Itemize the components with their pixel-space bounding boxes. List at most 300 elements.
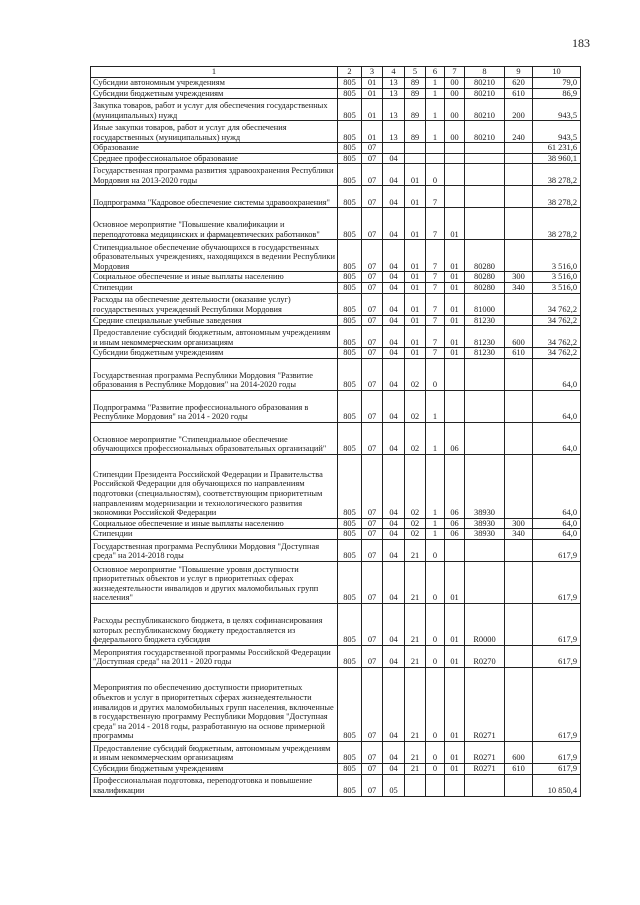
code-rz-cell: 07 [362,390,383,422]
code-subprogram-cell: 7 [426,186,445,208]
code-program-cell: 89 [405,99,426,121]
row-name: Профессиональная подготовка, переподготовка и повышение квалификации [91,774,338,796]
amount-cell: 617,9 [533,667,581,741]
code-vr-cell [505,153,533,164]
code-rz-cell: 01 [362,99,383,121]
code-pr-cell: 13 [383,78,405,89]
code-subprogram-cell: 7 [426,315,445,326]
table-row [91,390,581,422]
amount-cell: 38 278,2 [533,164,581,186]
code-gr-cell: 805 [338,358,362,390]
code-pr-cell: 04 [383,208,405,240]
code-rz-cell: 07 [362,143,383,154]
code-pr-cell: 04 [383,293,405,315]
code-direction-cell: 80210 [465,121,505,143]
code-program-cell: 21 [405,763,426,774]
column-header-8: 8 [465,67,505,78]
code-rz-cell: 07 [362,358,383,390]
code-gr-cell: 805 [338,645,362,667]
code-program-cell [405,153,426,164]
code-rz-cell: 07 [362,539,383,561]
table-row [91,348,581,359]
code-program-cell: 01 [405,348,426,359]
code-event-cell: 01 [445,667,465,741]
code-vr-cell [505,315,533,326]
code-direction-cell: 81230 [465,348,505,359]
code-subprogram-cell: 1 [426,518,445,529]
code-direction-cell: 38930 [465,529,505,540]
code-event-cell [445,539,465,561]
code-vr-cell: 200 [505,99,533,121]
code-event-cell: 01 [445,315,465,326]
code-rz-cell: 07 [362,293,383,315]
code-event-cell: 01 [445,282,465,293]
code-event-cell: 01 [445,240,465,272]
row-name: Социальное обеспечение и иные выплаты населению [91,272,338,283]
row-name: Мероприятия по обеспечению доступности приоритетных объектов и услуг в приоритетных сферах жизнедеятельности инвалидов и других маломобильных групп населения, включенные в государственную программу Республики Мордовия "Доступная среда" на 2014 - 2018 годы, разработанную на основе примерной программы [91,667,338,741]
code-subprogram-cell: 7 [426,293,445,315]
table-row [91,78,581,89]
code-event-cell [445,358,465,390]
code-gr-cell: 805 [338,741,362,763]
column-header-6: 6 [426,67,445,78]
row-name: Расходы на обеспечение деятельности (оказание услуг) государственных учреждений Республики Мордовия [91,293,338,315]
code-vr-cell: 340 [505,282,533,293]
code-vr-cell: 620 [505,78,533,89]
code-gr-cell: 805 [338,774,362,796]
code-direction-cell: 80210 [465,78,505,89]
code-subprogram-cell: 1 [426,88,445,99]
row-name: Предоставление субсидий бюджетным, автономным учреждениям и иным некоммерческим организациям [91,326,338,348]
code-vr-cell [505,539,533,561]
code-gr-cell: 805 [338,529,362,540]
code-subprogram-cell: 1 [426,529,445,540]
code-gr-cell: 805 [338,143,362,154]
code-program-cell: 89 [405,88,426,99]
row-name: Социальное обеспечение и иные выплаты населению [91,518,338,529]
code-program-cell: 02 [405,454,426,518]
code-pr-cell: 04 [383,603,405,645]
code-subprogram-cell: 0 [426,561,445,603]
code-pr-cell: 13 [383,99,405,121]
row-name: Субсидии автономным учреждениям [91,78,338,89]
code-gr-cell: 805 [338,153,362,164]
code-event-cell: 01 [445,603,465,645]
code-gr-cell: 805 [338,326,362,348]
code-direction-cell [465,561,505,603]
code-vr-cell [505,561,533,603]
table-body [91,67,581,797]
code-pr-cell: 04 [383,529,405,540]
column-header-10: 10 [533,67,581,78]
code-event-cell: 01 [445,272,465,283]
code-subprogram-cell: 7 [426,282,445,293]
code-subprogram-cell: 0 [426,741,445,763]
code-vr-cell [505,390,533,422]
amount-cell: 64,0 [533,358,581,390]
amount-cell: 34 762,2 [533,293,581,315]
code-rz-cell: 07 [362,282,383,293]
amount-cell: 34 762,2 [533,315,581,326]
code-gr-cell: 805 [338,88,362,99]
code-gr-cell: 805 [338,272,362,283]
amount-cell: 34 762,2 [533,348,581,359]
code-subprogram-cell: 1 [426,99,445,121]
code-direction-cell [465,390,505,422]
amount-cell: 64,0 [533,454,581,518]
code-gr-cell: 805 [338,390,362,422]
code-vr-cell [505,667,533,741]
code-direction-cell [465,774,505,796]
row-name: Стипендии [91,529,338,540]
code-direction-cell [465,143,505,154]
code-pr-cell: 04 [383,272,405,283]
code-event-cell: 01 [445,293,465,315]
code-vr-cell: 300 [505,272,533,283]
amount-cell: 617,9 [533,645,581,667]
row-name: Основное мероприятие "Повышение квалификации и переподготовка медицинских и фармацевтических работников" [91,208,338,240]
code-program-cell: 01 [405,282,426,293]
code-event-cell [445,186,465,208]
code-rz-cell: 07 [362,645,383,667]
code-event-cell: 01 [445,561,465,603]
code-subprogram-cell: 0 [426,603,445,645]
code-rz-cell: 01 [362,88,383,99]
row-name: Стипендиальное обеспечение обучающихся в государственных образовательных учреждениях, находящихся в ведении Республики Мордовия [91,240,338,272]
code-program-cell: 01 [405,293,426,315]
code-direction-cell: R0271 [465,667,505,741]
amount-cell: 38 278,2 [533,186,581,208]
table-row [91,315,581,326]
code-vr-cell [505,240,533,272]
code-rz-cell: 07 [362,208,383,240]
amount-cell: 38 960,1 [533,153,581,164]
code-vr-cell [505,164,533,186]
code-program-cell: 02 [405,529,426,540]
code-vr-cell [505,645,533,667]
row-name: Средние специальные учебные заведения [91,315,338,326]
code-subprogram-cell: 0 [426,645,445,667]
code-gr-cell: 805 [338,78,362,89]
code-gr-cell: 805 [338,763,362,774]
code-direction-cell: R0271 [465,741,505,763]
code-pr-cell: 04 [383,667,405,741]
code-event-cell [445,774,465,796]
column-header-9: 9 [505,67,533,78]
code-subprogram-cell [426,153,445,164]
amount-cell: 943,5 [533,121,581,143]
table-row [91,741,581,763]
code-rz-cell: 07 [362,518,383,529]
code-event-cell: 00 [445,99,465,121]
code-event-cell: 06 [445,454,465,518]
code-direction-cell [465,164,505,186]
code-subprogram-cell [426,143,445,154]
code-pr-cell: 04 [383,390,405,422]
code-rz-cell: 07 [362,763,383,774]
code-direction-cell: 81230 [465,326,505,348]
code-vr-cell: 340 [505,529,533,540]
code-gr-cell: 805 [338,518,362,529]
row-name: Государственная программа Республики Мордовия "Развитие образования в Республике Мордовия" на 2014-2020 годы [91,358,338,390]
code-program-cell: 01 [405,208,426,240]
code-gr-cell: 805 [338,422,362,454]
code-event-cell: 01 [445,208,465,240]
code-rz-cell: 07 [362,186,383,208]
code-event-cell: 01 [445,763,465,774]
code-program-cell: 21 [405,561,426,603]
code-event-cell: 06 [445,529,465,540]
column-header-2: 2 [338,67,362,78]
code-event-cell [445,164,465,186]
code-vr-cell: 610 [505,88,533,99]
code-vr-cell [505,774,533,796]
table-row [91,186,581,208]
code-event-cell: 00 [445,78,465,89]
code-vr-cell: 600 [505,741,533,763]
row-name: Субсидии бюджетным учреждениям [91,348,338,359]
table-row [91,282,581,293]
code-gr-cell: 805 [338,186,362,208]
code-direction-cell: R0271 [465,763,505,774]
row-name: Среднее профессиональное образование [91,153,338,164]
amount-cell: 64,0 [533,518,581,529]
code-program-cell: 89 [405,121,426,143]
code-gr-cell: 805 [338,315,362,326]
table-row [91,121,581,143]
code-program-cell: 21 [405,603,426,645]
code-subprogram-cell: 7 [426,272,445,283]
column-header-1: 1 [91,67,338,78]
code-direction-cell [465,422,505,454]
code-rz-cell: 07 [362,561,383,603]
code-gr-cell: 805 [338,99,362,121]
code-subprogram-cell: 1 [426,454,445,518]
code-vr-cell: 300 [505,518,533,529]
amount-cell: 617,9 [533,741,581,763]
code-direction-cell: R0270 [465,645,505,667]
row-name: Подпрограмма "Кадровое обеспечение системы здравоохранения" [91,186,338,208]
code-gr-cell: 805 [338,454,362,518]
code-pr-cell: 04 [383,282,405,293]
row-name: Государственная программа Республики Мордовия "Доступная среда" на 2014-2018 годы [91,539,338,561]
code-rz-cell: 07 [362,326,383,348]
code-event-cell: 00 [445,121,465,143]
code-rz-cell: 07 [362,272,383,283]
code-pr-cell: 04 [383,645,405,667]
code-rz-cell: 01 [362,121,383,143]
table-row [91,153,581,164]
header-row [91,67,581,78]
code-program-cell: 21 [405,645,426,667]
amount-cell: 3 516,0 [533,272,581,283]
row-name: Государственная программа развития здравоохранения Республики Мордовия на 2013-2020 годы [91,164,338,186]
amount-cell: 617,9 [533,603,581,645]
amount-cell: 61 231,6 [533,143,581,154]
amount-cell: 617,9 [533,561,581,603]
code-direction-cell [465,153,505,164]
code-event-cell: 01 [445,326,465,348]
code-gr-cell: 805 [338,561,362,603]
code-program-cell: 01 [405,326,426,348]
table-row [91,645,581,667]
code-pr-cell: 04 [383,348,405,359]
code-direction-cell: 80280 [465,272,505,283]
code-pr-cell: 13 [383,88,405,99]
code-gr-cell: 805 [338,667,362,741]
code-gr-cell: 805 [338,121,362,143]
code-subprogram-cell: 7 [426,208,445,240]
table-row [91,561,581,603]
table-row [91,240,581,272]
code-event-cell: 06 [445,422,465,454]
code-direction-cell: 80280 [465,282,505,293]
code-pr-cell: 13 [383,121,405,143]
table-row [91,99,581,121]
code-program-cell [405,774,426,796]
amount-cell: 34 762,2 [533,326,581,348]
table-row [91,539,581,561]
code-vr-cell [505,186,533,208]
code-pr-cell: 04 [383,153,405,164]
budget-table [90,66,581,797]
code-subprogram-cell: 1 [426,121,445,143]
code-subprogram-cell: 0 [426,539,445,561]
row-name: Образование [91,143,338,154]
amount-cell: 617,9 [533,539,581,561]
amount-cell: 64,0 [533,390,581,422]
code-vr-cell [505,143,533,154]
code-program-cell: 01 [405,186,426,208]
amount-cell: 64,0 [533,422,581,454]
code-rz-cell: 07 [362,529,383,540]
amount-cell: 64,0 [533,529,581,540]
row-name: Закупка товаров, работ и услуг для обеспечения государственных (муниципальных) нужд [91,99,338,121]
code-subprogram-cell: 7 [426,348,445,359]
row-name: Стипендии [91,282,338,293]
code-direction-cell [465,358,505,390]
code-subprogram-cell: 7 [426,326,445,348]
table-row [91,272,581,283]
code-direction-cell [465,208,505,240]
code-program-cell: 01 [405,164,426,186]
table-row [91,326,581,348]
code-subprogram-cell [426,774,445,796]
code-vr-cell: 600 [505,326,533,348]
code-direction-cell: 81230 [465,315,505,326]
amount-cell: 79,0 [533,78,581,89]
amount-cell: 617,9 [533,763,581,774]
code-direction-cell: 80210 [465,88,505,99]
code-pr-cell: 04 [383,358,405,390]
code-vr-cell [505,422,533,454]
code-event-cell: 06 [445,518,465,529]
table-row [91,667,581,741]
code-event-cell [445,390,465,422]
code-rz-cell: 01 [362,78,383,89]
amount-cell: 38 278,2 [533,208,581,240]
code-pr-cell: 04 [383,186,405,208]
row-name: Подпрограмма "Развитие профессионального образования в Республике Мордовия" на 2014 - 2020 годы [91,390,338,422]
code-gr-cell: 805 [338,208,362,240]
amount-cell: 10 850,4 [533,774,581,796]
code-subprogram-cell: 0 [426,358,445,390]
code-vr-cell: 240 [505,121,533,143]
code-pr-cell: 04 [383,326,405,348]
code-program-cell: 89 [405,78,426,89]
row-name: Расходы республиканского бюджета, в целях софинансирования которых республиканскому бюджету предоставляется из федерального бюджета субсидия [91,603,338,645]
code-rz-cell: 07 [362,603,383,645]
code-vr-cell [505,358,533,390]
code-event-cell: 01 [445,741,465,763]
table-row [91,603,581,645]
code-event-cell: 00 [445,88,465,99]
row-name: Предоставление субсидий бюджетным, автономным учреждениям и иным некоммерческим организациям [91,741,338,763]
code-gr-cell: 805 [338,293,362,315]
code-gr-cell: 805 [338,603,362,645]
table-row [91,454,581,518]
row-name: Основное мероприятие "Стипендиальное обеспечение обучающихся профессиональных образовательных организаций" [91,422,338,454]
code-rz-cell: 07 [362,348,383,359]
table-row [91,143,581,154]
table-row [91,358,581,390]
table-row [91,518,581,529]
code-direction-cell: R0000 [465,603,505,645]
code-event-cell: 01 [445,348,465,359]
code-direction-cell [465,539,505,561]
code-pr-cell: 04 [383,240,405,272]
table-row [91,774,581,796]
code-vr-cell: 610 [505,348,533,359]
amount-cell: 3 516,0 [533,240,581,272]
code-gr-cell: 805 [338,164,362,186]
code-pr-cell: 04 [383,741,405,763]
code-pr-cell: 04 [383,422,405,454]
table-row [91,763,581,774]
row-name: Субсидии бюджетным учреждениям [91,88,338,99]
table-row [91,88,581,99]
amount-cell: 943,5 [533,99,581,121]
code-event-cell: 01 [445,645,465,667]
table-row [91,164,581,186]
code-subprogram-cell: 1 [426,78,445,89]
code-program-cell: 21 [405,741,426,763]
code-pr-cell: 04 [383,539,405,561]
code-direction-cell: 80280 [465,240,505,272]
code-program-cell: 02 [405,390,426,422]
code-vr-cell [505,293,533,315]
code-vr-cell [505,208,533,240]
code-pr-cell: 04 [383,763,405,774]
row-name: Иные закупки товаров, работ и услуг для обеспечения государственных (муниципальных) нужд [91,121,338,143]
code-direction-cell [465,186,505,208]
code-rz-cell: 07 [362,741,383,763]
code-vr-cell: 610 [505,763,533,774]
code-direction-cell: 38930 [465,518,505,529]
code-program-cell: 01 [405,315,426,326]
column-header-5: 5 [405,67,426,78]
amount-cell: 86,9 [533,88,581,99]
page-number: 183 [572,36,590,50]
code-program-cell: 01 [405,272,426,283]
code-vr-cell [505,454,533,518]
row-name: Стипендии Президента Российской Федерации и Правительства Российской Федерации для обучающихся по направлениям подготовки (специальностям), соответствующим приоритетным направлениям модернизации и технологического развития экономики Российской Федерации [91,454,338,518]
code-pr-cell [383,143,405,154]
column-header-3: 3 [362,67,383,78]
row-name: Субсидии бюджетным учреждениям [91,763,338,774]
row-name: Мероприятия государственной программы Российской Федерации "Доступная среда" на 2011 - 2020 годы [91,645,338,667]
code-direction-cell: 81000 [465,293,505,315]
